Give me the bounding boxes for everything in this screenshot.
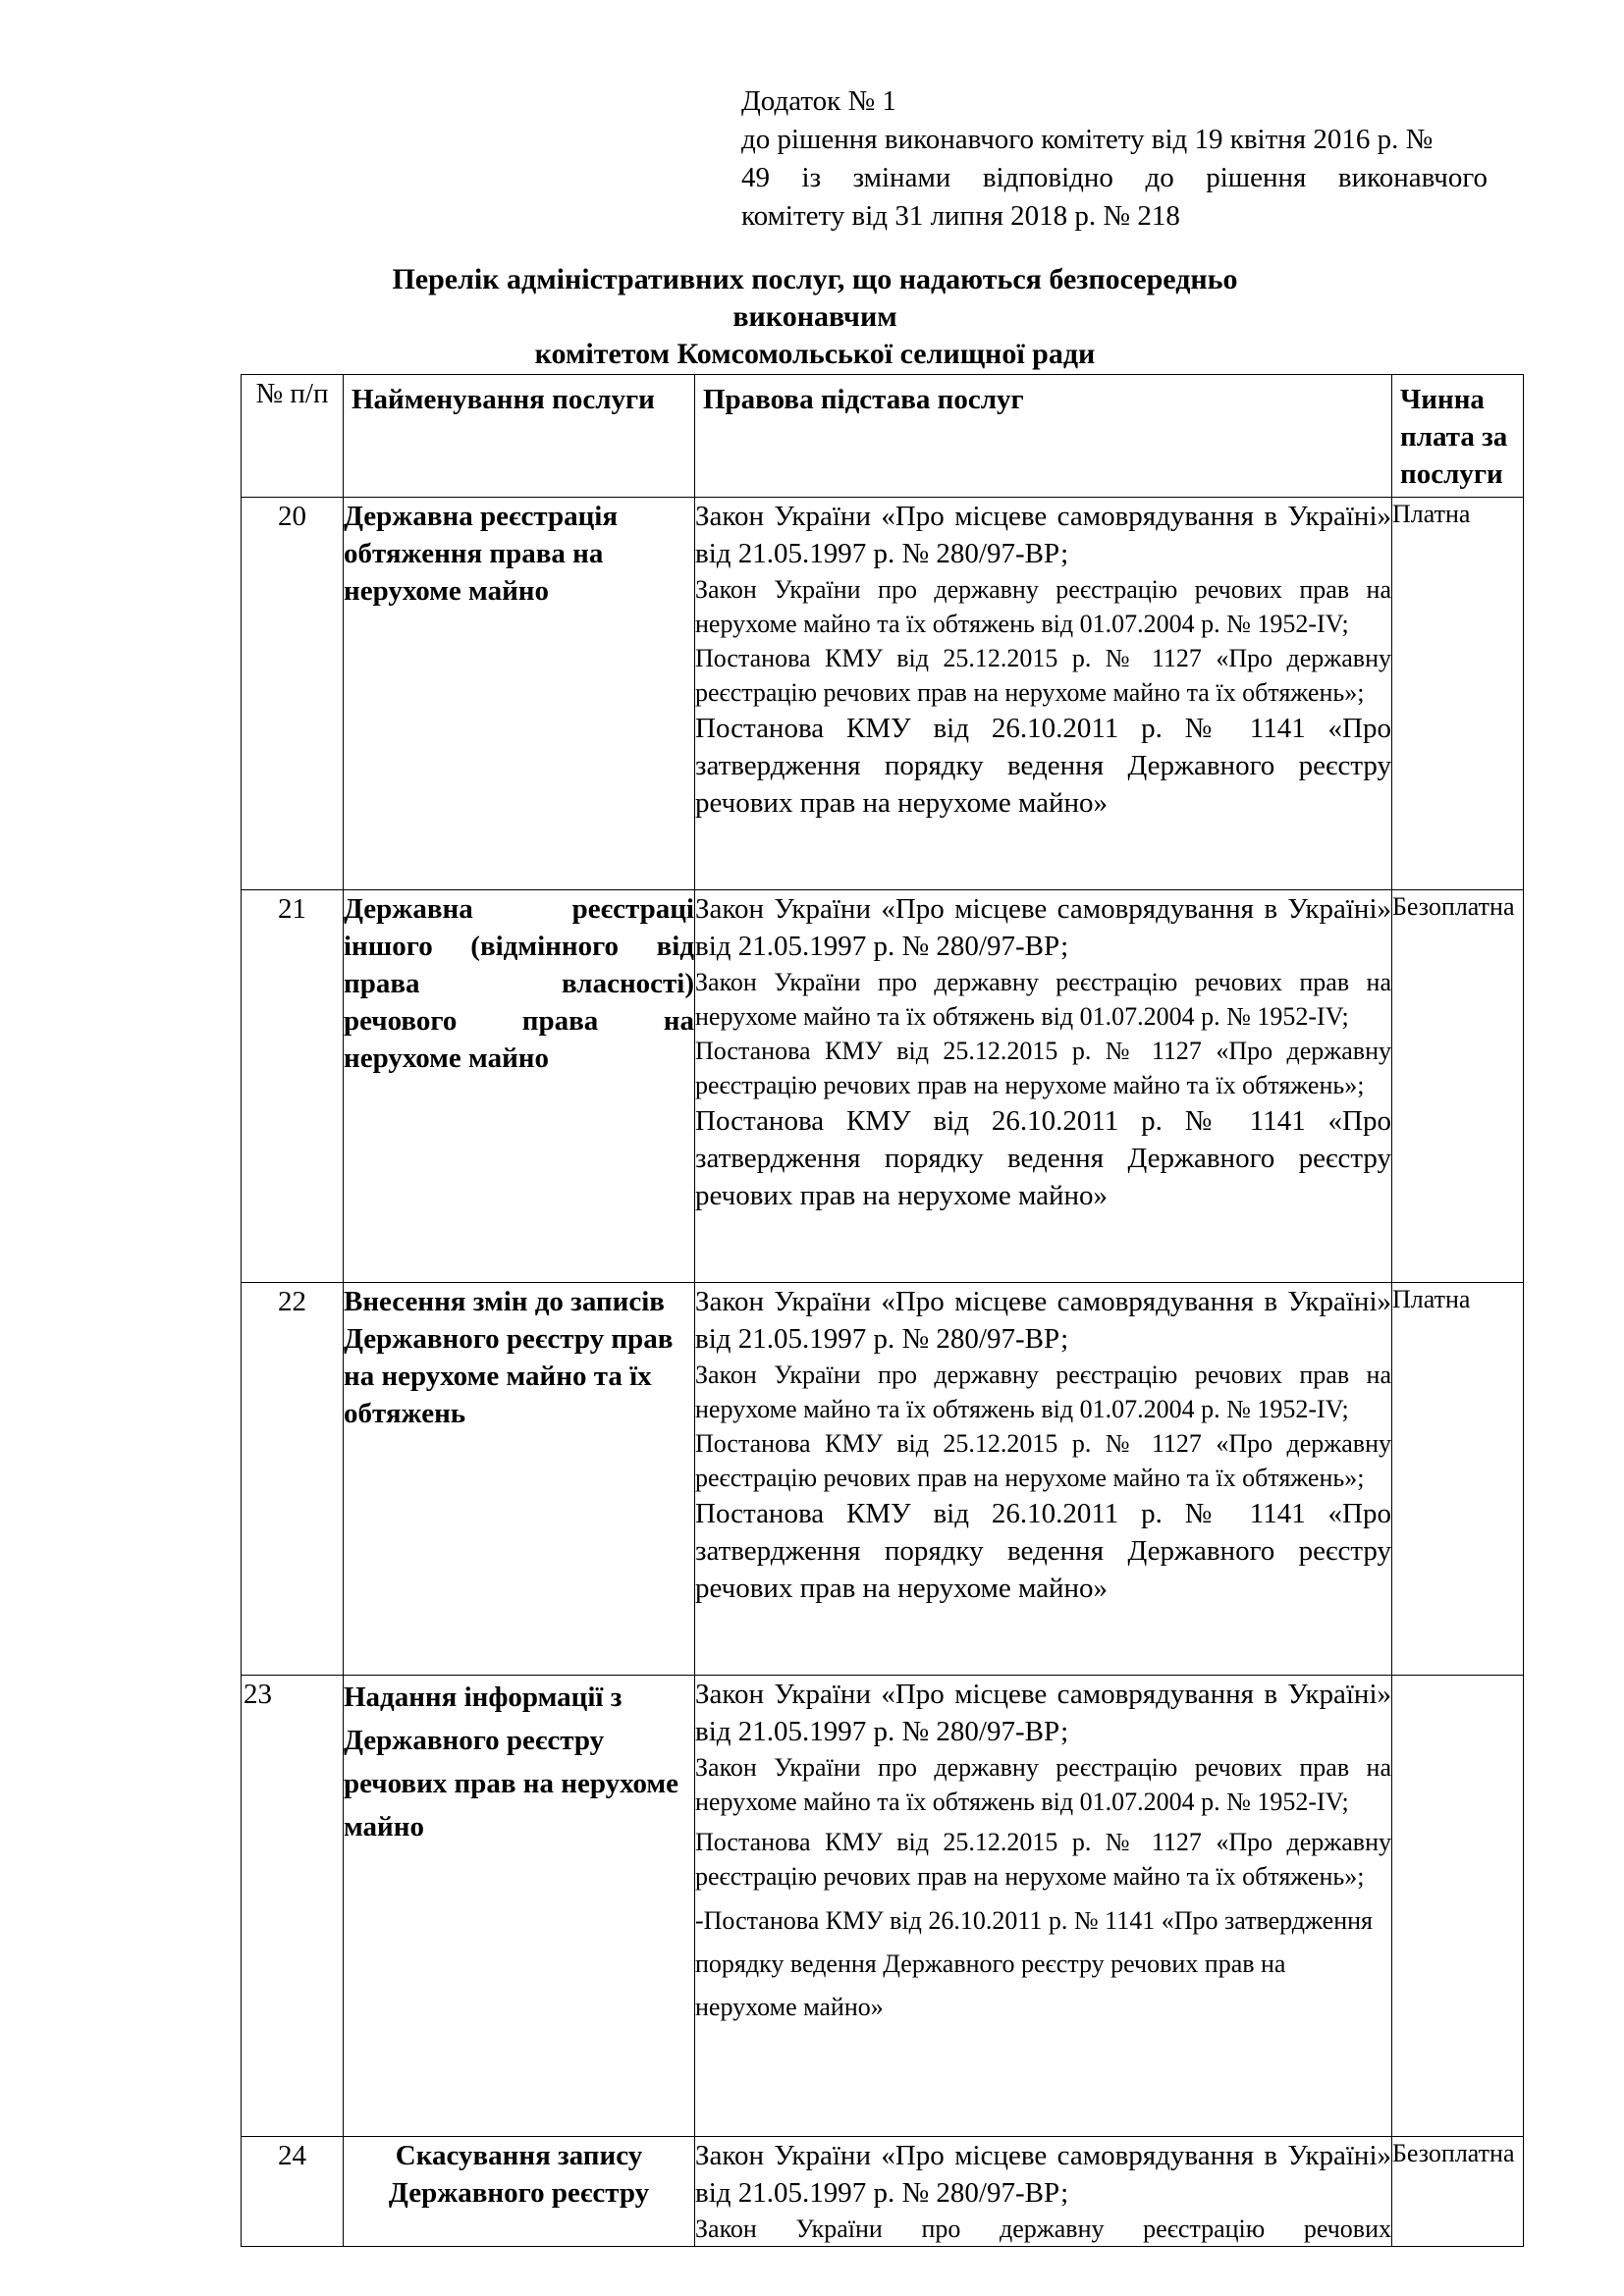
title-line-2: комітетом Комсомольської селищної ради — [534, 338, 1096, 370]
table-row — [242, 890, 1524, 1283]
legal-basis — [695, 498, 1392, 890]
basis-item: Закон України «Про місцеве самоврядування в Україні» від 21.05.1997 р. № 280/97-ВР; — [695, 893, 1391, 962]
fee-status: Платна — [1392, 1283, 1524, 1676]
table-row — [242, 2137, 1524, 2247]
fee-status: Безоплатна — [1392, 890, 1524, 1283]
legal-basis — [695, 2137, 1392, 2247]
table-row — [242, 1676, 1524, 2137]
appendix-amendment-line: 49 із змінами відповідно до рішення виконавчого — [741, 162, 1488, 193]
service-name-line: речового права на — [344, 1005, 694, 1037]
title-line-1: Перелік адміністративних послуг, що надаються безпосередньо виконавчим — [392, 263, 1238, 333]
row-number: 20 — [242, 498, 344, 890]
service-name: Державна реєстрація обтяження права на нерухоме майно — [344, 498, 695, 890]
basis-item: -Постанова КМУ від 26.10.2011 р. № 1141 «Про затвердження порядку ведення Державного реєстру речових прав на нерухоме майно» — [695, 1906, 1373, 2021]
service-name: Внесення змін до записів Державного реєстру прав на нерухоме майно та їх обтяжень — [344, 1283, 695, 1676]
header-number: № п/п — [242, 375, 344, 498]
fee-status — [1392, 1676, 1524, 2137]
service-name — [344, 890, 695, 1283]
basis-item: Постанова КМУ від 26.10.2011 р. № 1141 «Про затвердження порядку ведення Державного реєстру речових прав на нерухоме майно» — [695, 713, 1391, 819]
services-table — [241, 374, 1524, 2247]
basis-item: Закон України «Про місцеве самоврядування в Україні» від 21.05.1997 р. № 280/97-ВР; — [695, 1679, 1391, 1747]
header-basis: Правова підстава послуг — [695, 375, 1392, 498]
basis-item: Постанова КМУ від 26.10.2011 р. № 1141 «Про затвердження порядку ведення Державного реєстру речових прав на нерухоме майно» — [695, 1498, 1391, 1604]
header-name: Найменування послуги — [344, 375, 695, 498]
service-name: Надання інформації з Державного реєстру речових прав на нерухоме майно — [344, 1676, 695, 2137]
service-name: Скасування запису Державного реєстру — [344, 2137, 695, 2247]
basis-item: Постанова КМУ від 26.10.2011 р. № 1141 «Про затвердження порядку ведення Державного реєстру речових прав на нерухоме майно» — [695, 1105, 1391, 1211]
basis-item: Закон України про державну реєстрацію речових прав на нерухоме майно та їх обтяжень від 01.07.2004 р. № 1952-IV; — [695, 1361, 1391, 1423]
basis-item: Закон України про державну реєстрацію речових — [695, 2215, 1391, 2243]
service-name-line: іншого (відмінного від — [344, 931, 694, 962]
service-name-line: нерухоме майно — [344, 1042, 550, 1074]
service-name-line: Державна реєстраці — [344, 893, 694, 925]
basis-item: Постанова КМУ від 25.12.2015 р. № 1127 «Про державну реєстрацію речових прав на нерухоме майно та їх обтяжень»; — [695, 1828, 1391, 1891]
appendix-decision-line: до рішення виконавчого комітету від 19 квітня 2016 р. № — [741, 124, 1434, 155]
basis-item: Постанова КМУ від 25.12.2015 р. № 1127 «Про державну реєстрацію речових прав на нерухоме майно та їх обтяжень»; — [695, 1037, 1391, 1099]
basis-item: Закон України «Про місцеве самоврядування в Україні» від 21.05.1997 р. № 280/97-ВР; — [695, 2140, 1391, 2209]
basis-item: Закон України про державну реєстрацію речових прав на нерухоме майно та їх обтяжень від 01.07.2004 р. № 1952-IV; — [695, 1753, 1391, 1816]
basis-item: Постанова КМУ від 25.12.2015 р. № 1127 «Про державну реєстрацію речових прав на нерухоме майно та їх обтяжень»; — [695, 644, 1391, 707]
table-header-row — [242, 375, 1524, 498]
service-name-line: права власності) — [344, 968, 694, 999]
row-number: 24 — [242, 2137, 344, 2247]
row-number: 21 — [242, 890, 344, 1283]
row-number: 23 — [242, 1676, 344, 2137]
legal-basis — [695, 1676, 1392, 2137]
basis-item: Закон України «Про місцеве самоврядування в Україні» від 21.05.1997 р. № 280/97-ВР; — [695, 1286, 1391, 1355]
row-number: 22 — [242, 1283, 344, 1676]
appendix-header — [741, 82, 1488, 236]
appendix-date-line: комітету від 31 липня 2018 р. № 218 — [741, 200, 1180, 232]
document-title — [324, 261, 1306, 373]
legal-basis — [695, 1283, 1392, 1676]
basis-item: Закон України про державну реєстрацію речових прав на нерухоме майно та їх обтяжень від 01.07.2004 р. № 1952-IV; — [695, 968, 1391, 1031]
basis-item: Закон України «Про місцеве самоврядування в Україні» від 21.05.1997 р. № 280/97-ВР; — [695, 501, 1391, 569]
fee-status: Безоплатна — [1392, 2137, 1524, 2247]
table-row — [242, 1283, 1524, 1676]
fee-status: Платна — [1392, 498, 1524, 890]
legal-basis — [695, 890, 1392, 1283]
basis-item: Постанова КМУ від 25.12.2015 р. № 1127 «Про державну реєстрацію речових прав на нерухоме майно та їх обтяжень»; — [695, 1429, 1391, 1492]
table-row — [242, 498, 1524, 890]
basis-item: Закон України про державну реєстрацію речових прав на нерухоме майно та їх обтяжень від 01.07.2004 р. № 1952-IV; — [695, 575, 1391, 638]
header-fee: Чинна плата за послуги — [1392, 375, 1524, 498]
appendix-number: Додаток № 1 — [741, 85, 896, 117]
